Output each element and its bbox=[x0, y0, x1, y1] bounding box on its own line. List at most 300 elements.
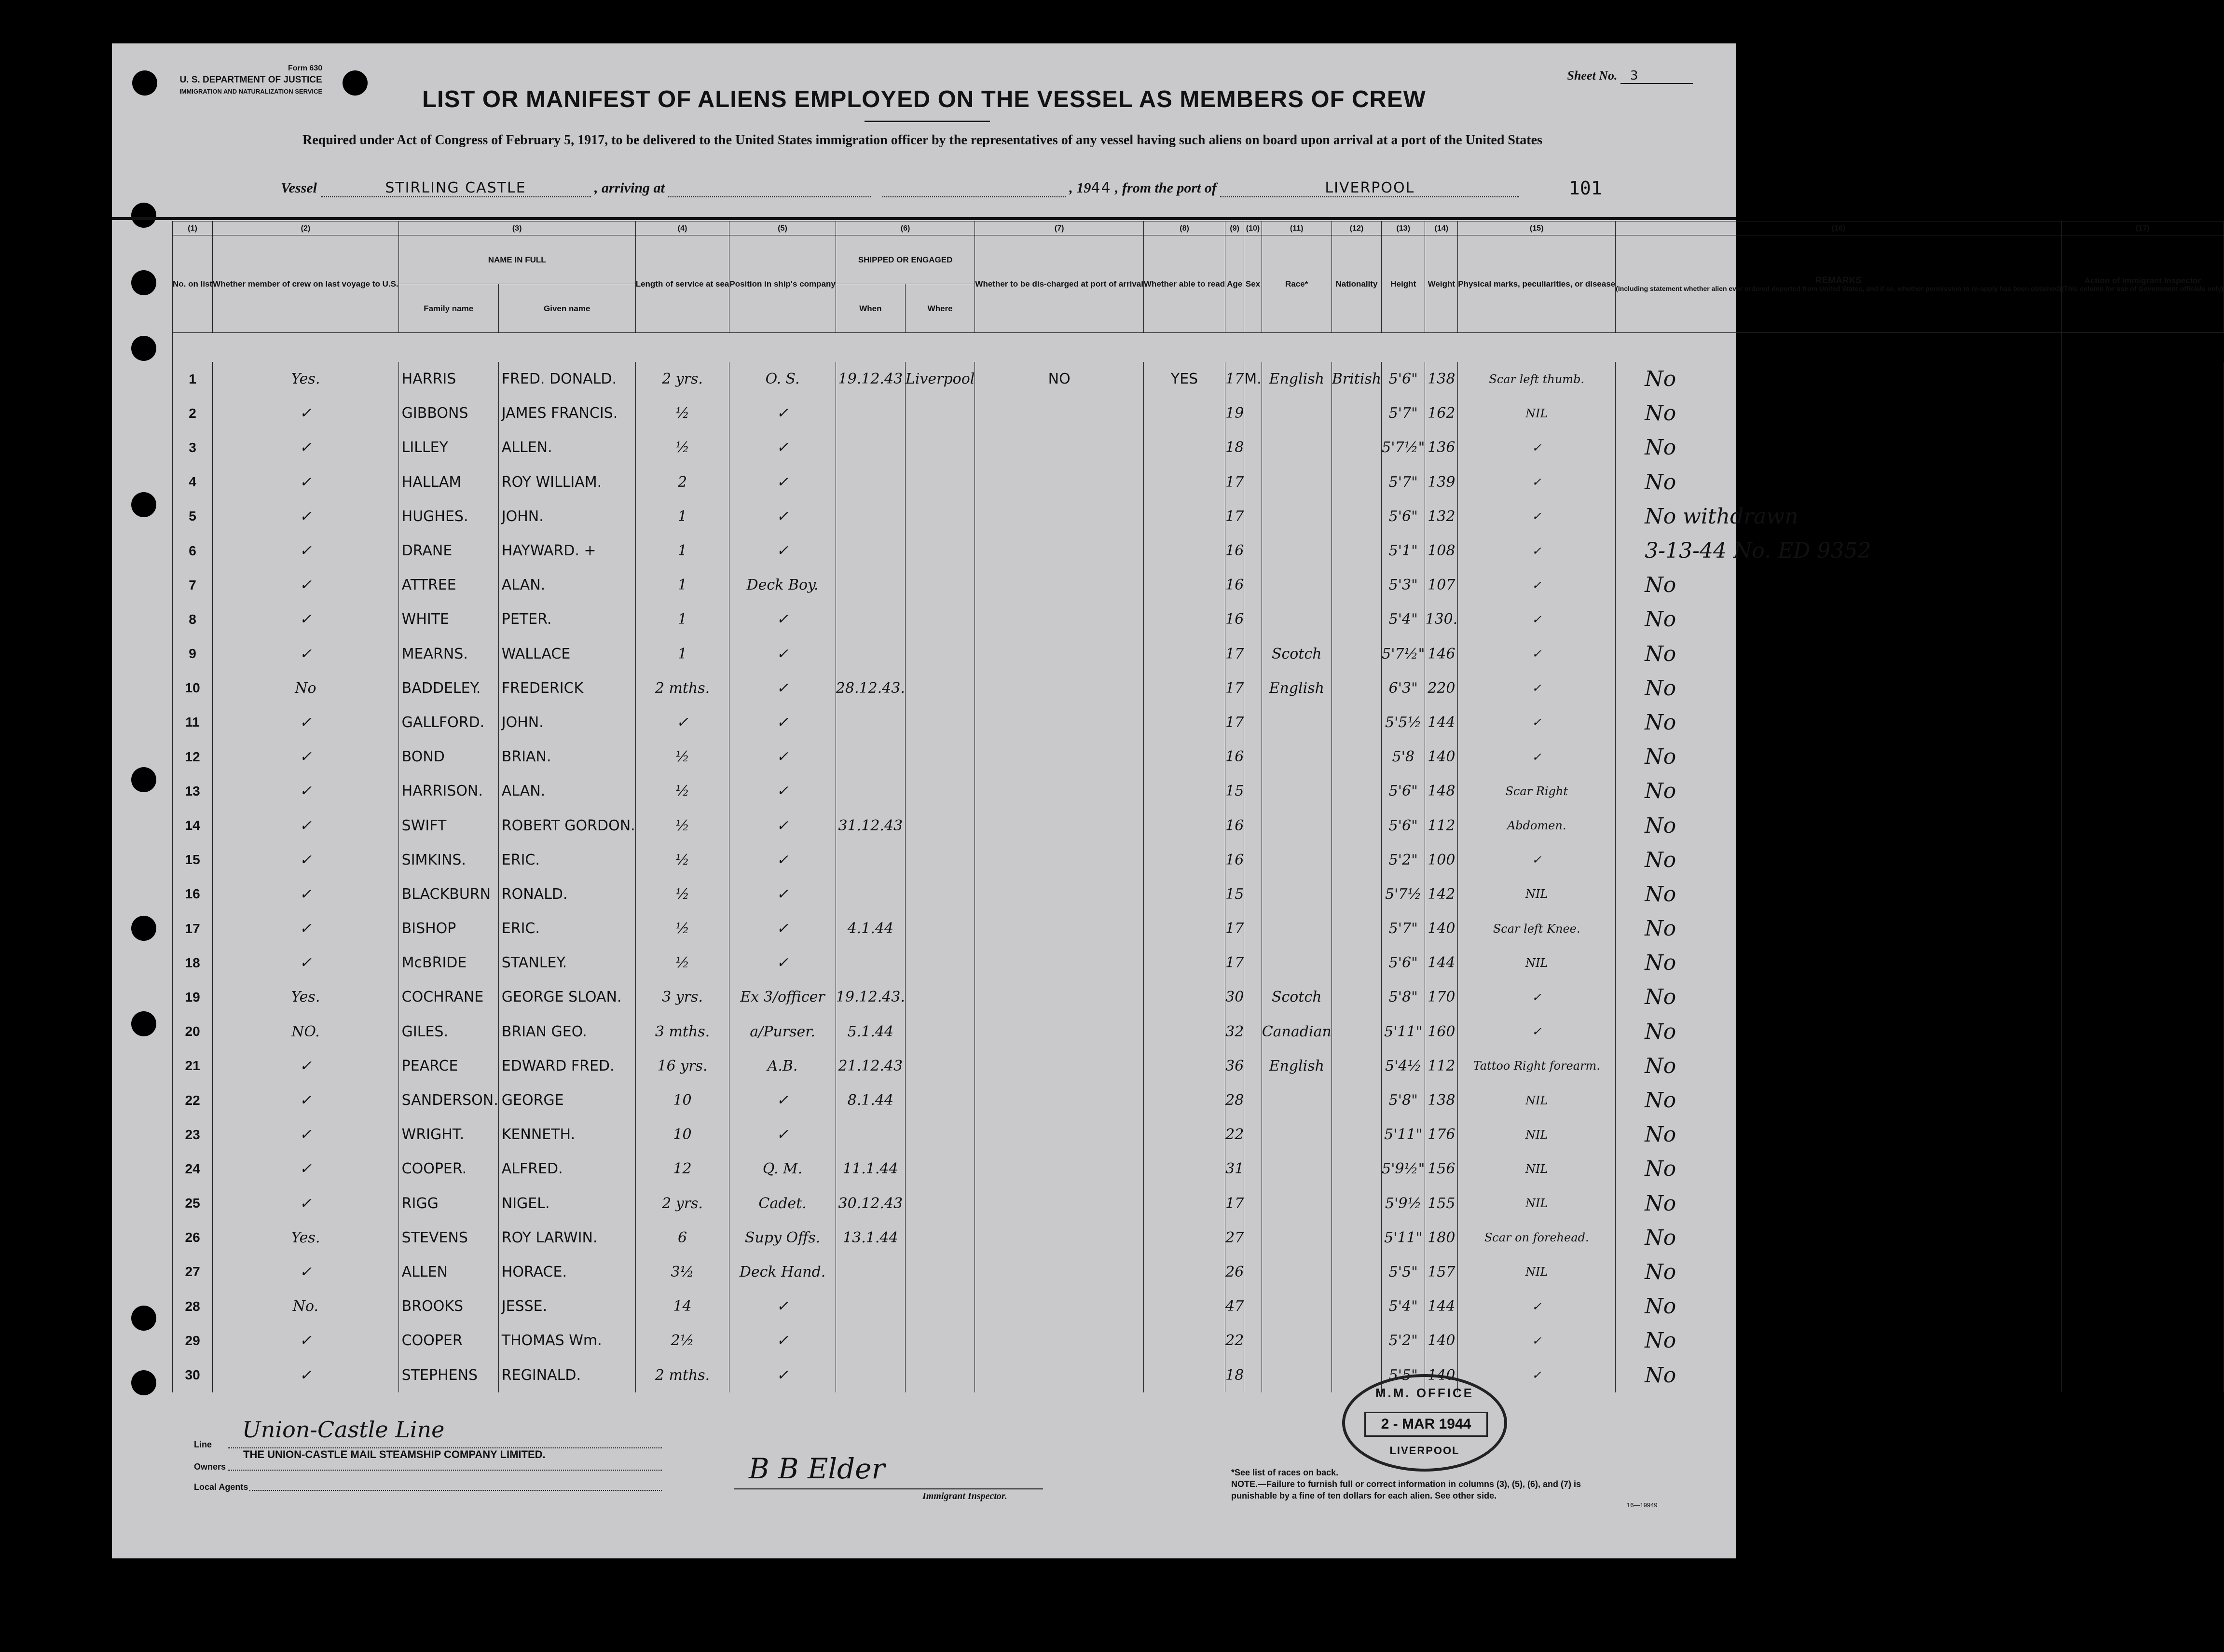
cell-weight: 148 bbox=[1425, 774, 1458, 808]
cell-nationality bbox=[1332, 1255, 1381, 1289]
vessel-line bbox=[281, 179, 1519, 197]
col-number: (8) bbox=[1143, 221, 1225, 235]
cell-weight: 170 bbox=[1425, 980, 1458, 1014]
cell-family-name: GALLFORD. bbox=[398, 705, 498, 740]
col-number: (16) bbox=[1616, 221, 2061, 235]
cell-remarks: No bbox=[1616, 430, 2061, 465]
cell-shipped-when: 21.12.43 bbox=[836, 1049, 905, 1083]
header-height: Height bbox=[1382, 235, 1425, 333]
cell-action bbox=[2061, 430, 2224, 465]
cell-remarks: 3-13-44 No. ED 9352 bbox=[1616, 534, 2061, 568]
cell-weight: 180 bbox=[1425, 1221, 1458, 1255]
cell-discharged bbox=[975, 602, 1144, 636]
cell-shipped-where bbox=[905, 877, 975, 911]
cell-race: English bbox=[1262, 362, 1332, 396]
cell-physical-marks: NIL bbox=[1458, 1117, 1616, 1152]
cell-height: 5'4" bbox=[1382, 1289, 1425, 1323]
cell-shipped-when: 5.1.44 bbox=[836, 1015, 905, 1049]
cell-shipped-when bbox=[836, 774, 905, 808]
punch-hole bbox=[131, 336, 156, 361]
cell-remarks: No bbox=[1616, 1152, 2061, 1186]
cell-height: 5'4½ bbox=[1382, 1049, 1425, 1083]
cell-row-number: 21 bbox=[173, 1049, 213, 1083]
cell-age: 26 bbox=[1225, 1255, 1244, 1289]
cell-nationality bbox=[1332, 1186, 1381, 1221]
table-row bbox=[173, 362, 2224, 396]
cell-position: ✓ bbox=[729, 396, 836, 430]
cell-able-to-read bbox=[1143, 1323, 1225, 1358]
cell-age: 16 bbox=[1225, 843, 1244, 877]
line-label: Line bbox=[194, 1440, 212, 1449]
cell-physical-marks: ✓ bbox=[1458, 499, 1616, 534]
cell-member-last-voyage: ✓ bbox=[213, 877, 398, 911]
cell-race bbox=[1262, 1255, 1332, 1289]
cell-position: ✓ bbox=[729, 1358, 836, 1392]
cell-shipped-when: 28.12.43. bbox=[836, 671, 905, 705]
header-rule bbox=[112, 217, 1736, 220]
cell-member-last-voyage: ✓ bbox=[213, 396, 398, 430]
header-name-in-full: NAME IN FULL bbox=[398, 235, 635, 284]
cell-physical-marks: ✓ bbox=[1458, 1358, 1616, 1392]
cell-race bbox=[1262, 534, 1332, 568]
cell-age: 17 bbox=[1225, 637, 1244, 671]
cell-action bbox=[2061, 1083, 2224, 1117]
cell-sex bbox=[1244, 534, 1262, 568]
cell-member-last-voyage: ✓ bbox=[213, 946, 398, 980]
cell-nationality bbox=[1332, 1323, 1381, 1358]
cell-action bbox=[2061, 1289, 2224, 1323]
header-physical-marks: Physical marks, peculiarities, or disease bbox=[1458, 235, 1616, 333]
cell-discharged bbox=[975, 1358, 1144, 1392]
cell-remarks: No bbox=[1616, 396, 2061, 430]
cell-given-name: THOMAS Wm. bbox=[498, 1323, 635, 1358]
cell-family-name: DRANE bbox=[398, 534, 498, 568]
cell-discharged bbox=[975, 671, 1144, 705]
table-row bbox=[173, 1049, 2224, 1083]
cell-given-name: ALLEN. bbox=[498, 430, 635, 465]
cell-remarks: No bbox=[1616, 671, 2061, 705]
table-row bbox=[173, 1289, 2224, 1323]
cell-sex bbox=[1244, 396, 1262, 430]
cell-sex bbox=[1244, 430, 1262, 465]
cell-age: 19 bbox=[1225, 396, 1244, 430]
cell-family-name: WHITE bbox=[398, 602, 498, 636]
header-nationality: Nationality bbox=[1332, 235, 1381, 333]
cell-able-to-read bbox=[1143, 637, 1225, 671]
cell-remarks: No bbox=[1616, 1289, 2061, 1323]
cell-position: ✓ bbox=[729, 465, 836, 499]
cell-discharged bbox=[975, 1323, 1144, 1358]
cell-position: ✓ bbox=[729, 602, 836, 636]
cell-shipped-when bbox=[836, 534, 905, 568]
cell-weight: 112 bbox=[1425, 808, 1458, 842]
cell-race: Canadian bbox=[1262, 1015, 1332, 1049]
table-row bbox=[173, 396, 2224, 430]
col-number: (1) bbox=[173, 221, 213, 235]
cell-action bbox=[2061, 1255, 2224, 1289]
cell-shipped-when bbox=[836, 637, 905, 671]
vessel-label: Vessel bbox=[281, 180, 317, 196]
cell-able-to-read bbox=[1143, 1049, 1225, 1083]
cell-length-of-service: 3 yrs. bbox=[635, 980, 729, 1014]
punch-hole bbox=[131, 270, 156, 295]
cell-member-last-voyage: ✓ bbox=[213, 1083, 398, 1117]
cell-member-last-voyage: ✓ bbox=[213, 1152, 398, 1186]
header-length-service: Length of service at sea bbox=[635, 235, 729, 333]
cell-able-to-read bbox=[1143, 1015, 1225, 1049]
cell-weight: 132 bbox=[1425, 499, 1458, 534]
cell-age: 15 bbox=[1225, 877, 1244, 911]
cell-member-last-voyage: ✓ bbox=[213, 1049, 398, 1083]
cell-action bbox=[2061, 1358, 2224, 1392]
cell-height: 5'2" bbox=[1382, 843, 1425, 877]
cell-shipped-where bbox=[905, 637, 975, 671]
cell-height: 5'7" bbox=[1382, 465, 1425, 499]
cell-family-name: STEPHENS bbox=[398, 1358, 498, 1392]
cell-height: 5'11" bbox=[1382, 1221, 1425, 1255]
cell-sex bbox=[1244, 1358, 1262, 1392]
cell-shipped-when bbox=[836, 1117, 905, 1152]
cell-member-last-voyage: ✓ bbox=[213, 602, 398, 636]
cell-row-number: 16 bbox=[173, 877, 213, 911]
cell-action bbox=[2061, 705, 2224, 740]
cell-able-to-read bbox=[1143, 568, 1225, 602]
cell-physical-marks: ✓ bbox=[1458, 568, 1616, 602]
cell-member-last-voyage: ✓ bbox=[213, 1323, 398, 1358]
cell-sex bbox=[1244, 1049, 1262, 1083]
cell-length-of-service: 10 bbox=[635, 1117, 729, 1152]
cell-discharged: NO bbox=[975, 362, 1144, 396]
header-weight: Weight bbox=[1425, 235, 1458, 333]
cell-sex bbox=[1244, 877, 1262, 911]
cell-row-number: 19 bbox=[173, 980, 213, 1014]
cell-weight: 156 bbox=[1425, 1152, 1458, 1186]
cell-race bbox=[1262, 1323, 1332, 1358]
cell-physical-marks: Tattoo Right forearm. bbox=[1458, 1049, 1616, 1083]
cell-discharged bbox=[975, 1015, 1144, 1049]
vessel-name: STIRLING CASTLE bbox=[321, 179, 591, 197]
cell-row-number: 8 bbox=[173, 602, 213, 636]
cell-family-name: BLACKBURN bbox=[398, 877, 498, 911]
cell-sex bbox=[1244, 980, 1262, 1014]
cell-discharged bbox=[975, 499, 1144, 534]
cell-discharged bbox=[975, 534, 1144, 568]
cell-given-name: ROBERT GORDON. bbox=[498, 808, 635, 842]
punch-hole bbox=[131, 1306, 156, 1331]
table-row bbox=[173, 568, 2224, 602]
cell-sex bbox=[1244, 1083, 1262, 1117]
cell-age: 47 bbox=[1225, 1289, 1244, 1323]
header-shipped-engaged: SHIPPED OR ENGAGED bbox=[836, 235, 975, 284]
punch-hole bbox=[131, 1370, 156, 1395]
col-number: (10) bbox=[1244, 221, 1262, 235]
cell-family-name: GILES. bbox=[398, 1015, 498, 1049]
year-value: 44 bbox=[1091, 179, 1112, 196]
cell-family-name: BOND bbox=[398, 740, 498, 774]
punch-hole bbox=[131, 492, 156, 517]
cell-nationality bbox=[1332, 1117, 1381, 1152]
cell-discharged bbox=[975, 1255, 1144, 1289]
cell-remarks: No bbox=[1616, 980, 2061, 1014]
cell-nationality: British bbox=[1332, 362, 1381, 396]
cell-remarks: No bbox=[1616, 774, 2061, 808]
cell-given-name: ERIC. bbox=[498, 843, 635, 877]
cell-age: 31 bbox=[1225, 1152, 1244, 1186]
cell-shipped-when: 30.12.43 bbox=[836, 1186, 905, 1221]
cell-age: 17 bbox=[1225, 705, 1244, 740]
cell-race bbox=[1262, 499, 1332, 534]
cell-shipped-where bbox=[905, 671, 975, 705]
cell-length-of-service: 2 mths. bbox=[635, 671, 729, 705]
cell-age: 15 bbox=[1225, 774, 1244, 808]
cell-given-name: GEORGE SLOAN. bbox=[498, 980, 635, 1014]
cell-given-name: RONALD. bbox=[498, 877, 635, 911]
cell-able-to-read bbox=[1143, 774, 1225, 808]
cell-weight: 140 bbox=[1425, 911, 1458, 946]
cell-action bbox=[2061, 980, 2224, 1014]
cell-physical-marks: ✓ bbox=[1458, 465, 1616, 499]
cell-sex bbox=[1244, 1152, 1262, 1186]
inspector-signature: B B Elder bbox=[749, 1452, 885, 1485]
cell-length-of-service: 2 yrs. bbox=[635, 1186, 729, 1221]
cell-discharged bbox=[975, 980, 1144, 1014]
cell-sex bbox=[1244, 568, 1262, 602]
cell-race bbox=[1262, 843, 1332, 877]
cell-shipped-where bbox=[905, 1015, 975, 1049]
cell-race: English bbox=[1262, 1049, 1332, 1083]
cell-age: 17 bbox=[1225, 362, 1244, 396]
cell-given-name: FRED. DONALD. bbox=[498, 362, 635, 396]
cell-row-number: 11 bbox=[173, 705, 213, 740]
cell-height: 5'5" bbox=[1382, 1255, 1425, 1289]
cell-length-of-service: ½ bbox=[635, 774, 729, 808]
cell-sex bbox=[1244, 465, 1262, 499]
cell-position: ✓ bbox=[729, 705, 836, 740]
cell-position: ✓ bbox=[729, 877, 836, 911]
cell-able-to-read bbox=[1143, 1186, 1225, 1221]
manifest-page bbox=[112, 43, 2224, 1558]
cell-remarks: No bbox=[1616, 740, 2061, 774]
col-number: (9) bbox=[1225, 221, 1244, 235]
cell-age: 27 bbox=[1225, 1221, 1244, 1255]
stamp-bottom-text: LIVERPOOL bbox=[1389, 1445, 1460, 1457]
cell-shipped-where bbox=[905, 911, 975, 946]
cell-weight: 107 bbox=[1425, 568, 1458, 602]
stamp-date: 2 - MAR 1944 bbox=[1364, 1412, 1488, 1437]
cell-row-number: 3 bbox=[173, 430, 213, 465]
cell-length-of-service: 12 bbox=[635, 1152, 729, 1186]
liverpool-office-stamp bbox=[1342, 1374, 1507, 1472]
cell-able-to-read bbox=[1143, 1221, 1225, 1255]
cell-physical-marks: ✓ bbox=[1458, 637, 1616, 671]
cell-position: Cadet. bbox=[729, 1186, 836, 1221]
cell-able-to-read bbox=[1143, 499, 1225, 534]
cell-race bbox=[1262, 1083, 1332, 1117]
local-agents-label: Local Agents bbox=[194, 1482, 248, 1492]
cell-action bbox=[2061, 602, 2224, 636]
cell-height: 5'7" bbox=[1382, 396, 1425, 430]
cell-given-name: HAYWARD. + bbox=[498, 534, 635, 568]
cell-discharged bbox=[975, 1289, 1144, 1323]
cell-row-number: 1 bbox=[173, 362, 213, 396]
cell-length-of-service: 3½ bbox=[635, 1255, 729, 1289]
cell-nationality bbox=[1332, 1221, 1381, 1255]
cell-remarks: No bbox=[1616, 705, 2061, 740]
cell-shipped-when bbox=[836, 740, 905, 774]
cell-discharged bbox=[975, 637, 1144, 671]
local-agents-field bbox=[249, 1490, 662, 1491]
cell-height: 5'5½ bbox=[1382, 705, 1425, 740]
cell-weight: 139 bbox=[1425, 465, 1458, 499]
cell-race bbox=[1262, 1221, 1332, 1255]
cell-sex bbox=[1244, 499, 1262, 534]
cell-discharged bbox=[975, 430, 1144, 465]
cell-length-of-service: 3 mths. bbox=[635, 1015, 729, 1049]
cell-given-name: ALAN. bbox=[498, 774, 635, 808]
cell-given-name: ROY LARWIN. bbox=[498, 1221, 635, 1255]
cell-member-last-voyage: No. bbox=[213, 1289, 398, 1323]
cell-nationality bbox=[1332, 1015, 1381, 1049]
cell-remarks: No bbox=[1616, 1186, 2061, 1221]
cell-given-name: JESSE. bbox=[498, 1289, 635, 1323]
table-row bbox=[173, 499, 2224, 534]
cell-family-name: MEARNS. bbox=[398, 637, 498, 671]
cell-shipped-when bbox=[836, 430, 905, 465]
header-able-read: Whether able to read bbox=[1143, 235, 1225, 333]
fine-note: NOTE.—Failure to furnish full or correct information in columns (3), (5), (6), and (7) is punishable by a fine of ten dollars for each alien. See other side. bbox=[1231, 1479, 1581, 1501]
cell-able-to-read bbox=[1143, 1289, 1225, 1323]
cell-weight: 157 bbox=[1425, 1255, 1458, 1289]
cell-shipped-when: 8.1.44 bbox=[836, 1083, 905, 1117]
cell-shipped-where bbox=[905, 1323, 975, 1358]
cell-discharged bbox=[975, 568, 1144, 602]
cell-able-to-read bbox=[1143, 1083, 1225, 1117]
cell-shipped-where bbox=[905, 396, 975, 430]
cell-height: 5'7½" bbox=[1382, 430, 1425, 465]
col-number: (5) bbox=[729, 221, 836, 235]
cell-discharged bbox=[975, 1152, 1144, 1186]
cell-family-name: STEVENS bbox=[398, 1221, 498, 1255]
punch-hole bbox=[131, 916, 156, 941]
cell-sex bbox=[1244, 911, 1262, 946]
cell-physical-marks: Scar Right bbox=[1458, 774, 1616, 808]
cell-member-last-voyage: ✓ bbox=[213, 534, 398, 568]
cell-nationality bbox=[1332, 499, 1381, 534]
print-code: 16—19949 bbox=[1627, 1501, 1658, 1509]
cell-race bbox=[1262, 1152, 1332, 1186]
cell-row-number: 4 bbox=[173, 465, 213, 499]
cell-action bbox=[2061, 465, 2224, 499]
line-handwritten: Union-Castle Line bbox=[242, 1417, 445, 1443]
cell-position: ✓ bbox=[729, 911, 836, 946]
cell-action bbox=[2061, 1117, 2224, 1152]
cell-physical-marks: Scar left Knee. bbox=[1458, 911, 1616, 946]
cell-sex bbox=[1244, 602, 1262, 636]
cell-height: 5'4" bbox=[1382, 602, 1425, 636]
cell-able-to-read bbox=[1143, 396, 1225, 430]
cell-row-number: 14 bbox=[173, 808, 213, 842]
cell-weight: 176 bbox=[1425, 1117, 1458, 1152]
cell-sex bbox=[1244, 637, 1262, 671]
cell-action bbox=[2061, 1186, 2224, 1221]
header-member-last-voyage: Whether member of crew on last voyage to U.S. bbox=[213, 235, 398, 333]
department-name: U. S. DEPARTMENT OF JUSTICE bbox=[179, 75, 322, 85]
cell-age: 16 bbox=[1225, 568, 1244, 602]
cell-length-of-service: ✓ bbox=[635, 705, 729, 740]
cell-physical-marks: ✓ bbox=[1458, 1289, 1616, 1323]
cell-length-of-service: ½ bbox=[635, 430, 729, 465]
sheet-number bbox=[1567, 69, 1693, 84]
table-row bbox=[173, 1323, 2224, 1358]
cell-discharged bbox=[975, 705, 1144, 740]
cell-position: A.B. bbox=[729, 1049, 836, 1083]
cell-position: a/Purser. bbox=[729, 1015, 836, 1049]
port-name: LIVERPOOL bbox=[1220, 179, 1519, 197]
cell-able-to-read bbox=[1143, 1152, 1225, 1186]
cell-height: 6'3" bbox=[1382, 671, 1425, 705]
cell-action bbox=[2061, 396, 2224, 430]
cell-height: 5'8" bbox=[1382, 980, 1425, 1014]
punch-hole bbox=[131, 203, 156, 228]
year-label: , 19 bbox=[1069, 180, 1091, 196]
date-blank bbox=[882, 180, 1066, 197]
title-underline bbox=[865, 121, 990, 122]
cell-remarks: No bbox=[1616, 1358, 2061, 1392]
cell-position: Ex 3/officer bbox=[729, 980, 836, 1014]
cell-discharged bbox=[975, 396, 1144, 430]
inspector-label: Immigrant Inspector. bbox=[922, 1491, 1007, 1501]
cell-nationality bbox=[1332, 1289, 1381, 1323]
cell-race bbox=[1262, 740, 1332, 774]
cell-position: ✓ bbox=[729, 843, 836, 877]
cell-shipped-when bbox=[836, 946, 905, 980]
cell-race: Scotch bbox=[1262, 637, 1332, 671]
page-subtitle: Required under Act of Congress of February 5, 1917, to be delivered to the United States immigration officer by the representatives of any vessel having such aliens on board upon arrival at a port of the United States bbox=[302, 133, 1542, 148]
from-port-label: , from the port of bbox=[1115, 180, 1217, 196]
cell-able-to-read bbox=[1143, 1117, 1225, 1152]
cell-action bbox=[2061, 808, 2224, 842]
cell-shipped-where: Liverpool bbox=[905, 362, 975, 396]
cell-physical-marks: ✓ bbox=[1458, 1323, 1616, 1358]
cell-length-of-service: 1 bbox=[635, 602, 729, 636]
cell-row-number: 18 bbox=[173, 946, 213, 980]
cell-member-last-voyage: ✓ bbox=[213, 465, 398, 499]
cell-shipped-where bbox=[905, 843, 975, 877]
cell-shipped-when: 4.1.44 bbox=[836, 911, 905, 946]
cell-shipped-when bbox=[836, 499, 905, 534]
table-row bbox=[173, 877, 2224, 911]
cell-sex bbox=[1244, 1186, 1262, 1221]
cell-able-to-read bbox=[1143, 911, 1225, 946]
arriving-label: , arriving at bbox=[594, 180, 665, 196]
cell-race bbox=[1262, 1289, 1332, 1323]
cell-sex bbox=[1244, 1289, 1262, 1323]
cell-weight: 144 bbox=[1425, 946, 1458, 980]
cell-family-name: LILLEY bbox=[398, 430, 498, 465]
cell-position: ✓ bbox=[729, 808, 836, 842]
cell-shipped-where bbox=[905, 499, 975, 534]
table-row bbox=[173, 1117, 2224, 1152]
cell-length-of-service: ½ bbox=[635, 911, 729, 946]
cell-family-name: ATTREE bbox=[398, 568, 498, 602]
cell-action bbox=[2061, 637, 2224, 671]
cell-remarks: No bbox=[1616, 602, 2061, 636]
cell-given-name: ALAN. bbox=[498, 568, 635, 602]
cell-age: 16 bbox=[1225, 534, 1244, 568]
cell-family-name: SIMKINS. bbox=[398, 843, 498, 877]
cell-shipped-where bbox=[905, 946, 975, 980]
page-title: LIST OR MANIFEST OF ALIENS EMPLOYED ON THE VESSEL AS MEMBERS OF CREW bbox=[422, 86, 1426, 112]
